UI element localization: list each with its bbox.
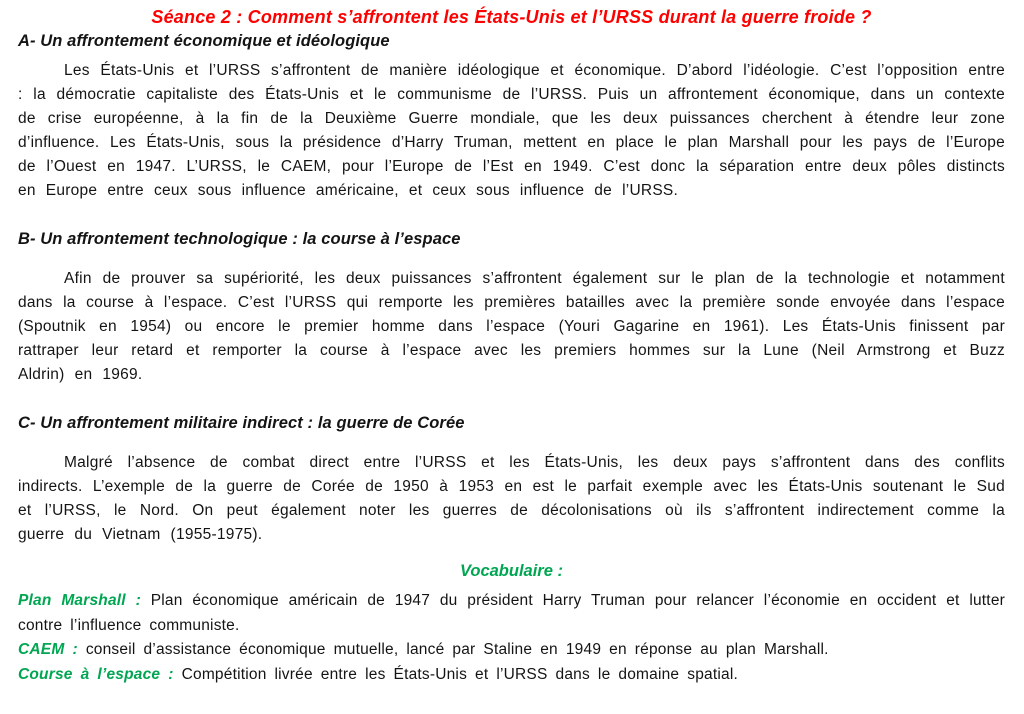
vocab-term-course-espace: Course à l’espace :	[18, 665, 174, 683]
section-b-paragraph: Afin de prouver sa supériorité, les deux puissances s’affrontent également sur le plan de la technologie et notamment dans la course à l’espace. C’est l’URSS qui remporte les premières batailles avec la première sonde envoyée dans l’espace (Spoutnik en 1954) ou encore le premier homme dans l’espace (Youri Gagarine en 1961). Les États-Unis finissent par rattraper leur retard et remporter la course à l’espace avec les premiers hommes sur la Lune (Neil Armstrong et Buzz Aldrin) en 1969.	[18, 270, 1005, 383]
vocab-term-caem: CAEM :	[18, 641, 78, 658]
vocabulary-section	[18, 562, 1005, 687]
vocab-definition-course-espace: Compétition livrée entre les États-Unis et l’URSS dans le domaine spatial.	[181, 665, 738, 683]
section-c-heading: C- Un affrontement militaire indirect : la guerre de Corée	[18, 414, 465, 432]
vocab-entry-plan-marshall	[18, 589, 1005, 638]
document-title: Séance 2 : Comment s’affrontent les États-Unis et l’URSS durant la guerre froide ?	[151, 7, 872, 27]
section-a	[18, 32, 1005, 203]
section-c-paragraph: Malgré l’absence de combat direct entre l’URSS et les États-Unis, les deux pays s’affrontent dans des conflits indirects. L’exemple de la guerre de Corée de 1950 à 1953 en est le parfait exemple avec les États-Unis soutenant le Sud et l’URSS, le Nord. On peut également noter les guerres de décolonisations où ils s’affrontent indirectement comme la guerre du Vietnam (1955-1975).	[18, 454, 1005, 543]
vocab-entry-caem	[18, 638, 1005, 663]
section-b	[18, 230, 1005, 387]
section-a-heading: A- Un affrontement économique et idéologique	[18, 32, 390, 50]
section-c	[18, 414, 1005, 547]
section-a-paragraph: Les États-Unis et l’URSS s’affrontent de manière idéologique et économique. D’abord l’idéologie. C’est l’opposition entre : la démocratie capitaliste des États-Unis et le communisme de l’URSS. Puis un affrontement économique, dans un contexte de crise européenne, à la fin de la Deuxième Guerre mondiale, que les deux puissances cherchent à étendre leur zone d’influence. Les États-Unis, sous la présidence d’Harry Truman, mettent en place le plan Marshall pour les pays de l’Europe de l’Ouest en 1947. L’URSS, le CAEM, pour l’Europe de l’Est en 1949. C’est donc la séparation entre deux pôles distincts en Europe entre ceux sous influence américaine, et ceux sous influence de l’URSS.	[18, 62, 1005, 199]
vocabulary-heading: Vocabulaire :	[459, 562, 563, 580]
section-b-heading: B- Un affrontement technologique : la course à l’espace	[18, 230, 461, 248]
vocab-entry-course-espace	[18, 663, 1005, 688]
vocab-term-plan-marshall: Plan Marshall :	[18, 592, 141, 609]
vocab-definition-plan-marshall: Plan économique américain de 1947 du président Harry Truman pour relancer l’économie en occident et lutter contre l’influence communiste.	[18, 592, 1005, 634]
vocab-definition-caem: conseil d’assistance économique mutuelle, lancé par Staline en 1949 en réponse au plan Marshall.	[85, 641, 829, 658]
